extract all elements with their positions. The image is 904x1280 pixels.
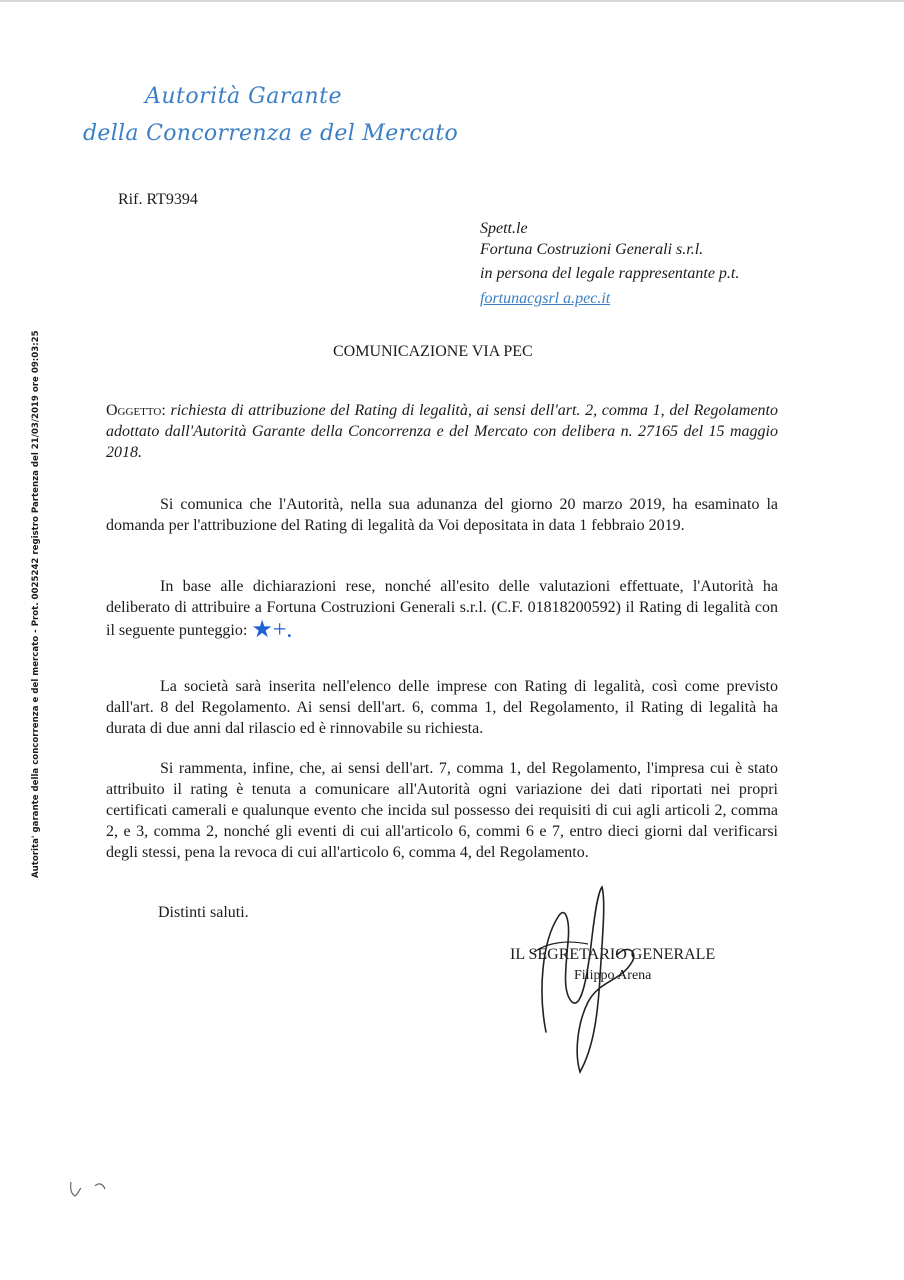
recipient-salutation: Spett.le xyxy=(480,220,528,237)
subject-label: Oggetto: xyxy=(106,402,166,419)
handwritten-signature xyxy=(528,882,648,1077)
closing-greeting: Distinti saluti. xyxy=(158,904,249,921)
svg-text:Autorita' garante della concor: Autorita' garante della concorrenza e del mercato - Prot. 0025242 registro Partenza del 21/03/2019 ore 09:03:25 xyxy=(31,330,41,878)
subject-text: richiesta di attribuzione del Rating di legalità, ai sensi dell'art. 2, comma 1, del Regolamento adottato dall'Autorità Garante della Concorrenza e del Mercato con delibera n. 27165 del 15 maggio 2018. xyxy=(106,402,779,461)
subject-paragraph xyxy=(106,400,778,463)
document-title: COMUNICAZIONE VIA PEC xyxy=(333,343,533,360)
logo-line-1: Autorità Garante xyxy=(145,84,342,109)
logo-line-2: della Concorrenza e del Mercato xyxy=(83,121,459,146)
body-paragraph-4: Si rammenta, infine, che, ai sensi dell'art. 7, comma 1, del Regolamento, l'impresa cui è stato attribuito il rating è tenuta a comunicare all'Autorità ogni variazione dei dati riportati nei propri certificati camerali e qualunque evento che incida sul possesso dei requisiti di cui agli articoli 2, comma 2, e 3, comma 2, nonché gli eventi di cui all'articolo 6, commi 6 e 7, entro dieci giorni dal verificarsi degli stessi, pena la revoca di cui all'articolo 6, comma 4, del Regolamento. xyxy=(106,760,778,861)
signatory-title: IL SEGRETARIO GENERALE xyxy=(510,946,716,963)
body-paragraph-1: Si comunica che l'Autorità, nella sua adunanza del giorno 20 marzo 2019, ha esaminato la domanda per l'attribuzione del Rating di legalità da Voi depositata in data 1 febbraio 2019. xyxy=(106,496,778,534)
recipient-email-link[interactable]: fortunacgsrl a.pec.it xyxy=(480,290,611,307)
top-edge xyxy=(0,0,904,2)
paragraph-2-text: In base alle dichiarazioni rese, nonché all'esito delle valutazioni effettuate, l'Autorità ha deliberato di attribuire a Fortuna Costruzioni Generali s.r.l. (C.F. 01818200592) il Rating di legalità con il seguente punteggio: xyxy=(106,578,778,639)
recipient-company: Fortuna Costruzioni Generali s.r.l. xyxy=(480,241,704,258)
signatory-name: Filippo Arena xyxy=(574,968,652,983)
rating-star-icon: ★+. xyxy=(251,617,293,643)
recipient-representative: in persona del legale rappresentante p.t. xyxy=(480,265,740,282)
reference-number: Rif. RT9394 xyxy=(118,191,198,208)
pen-scribble-mark xyxy=(65,1176,115,1201)
body-paragraph-2 xyxy=(106,576,778,641)
protocol-stamp xyxy=(12,300,52,880)
body-paragraph-3: La società sarà inserita nell'elenco delle imprese con Rating di legalità, così come previsto dall'art. 8 del Regolamento. Ai sensi dell'art. 6, comma 1, del Regolamento, il Rating di legalità ha durata di due anni dal rilascio ed è rinnovabile su richiesta. xyxy=(106,678,778,737)
